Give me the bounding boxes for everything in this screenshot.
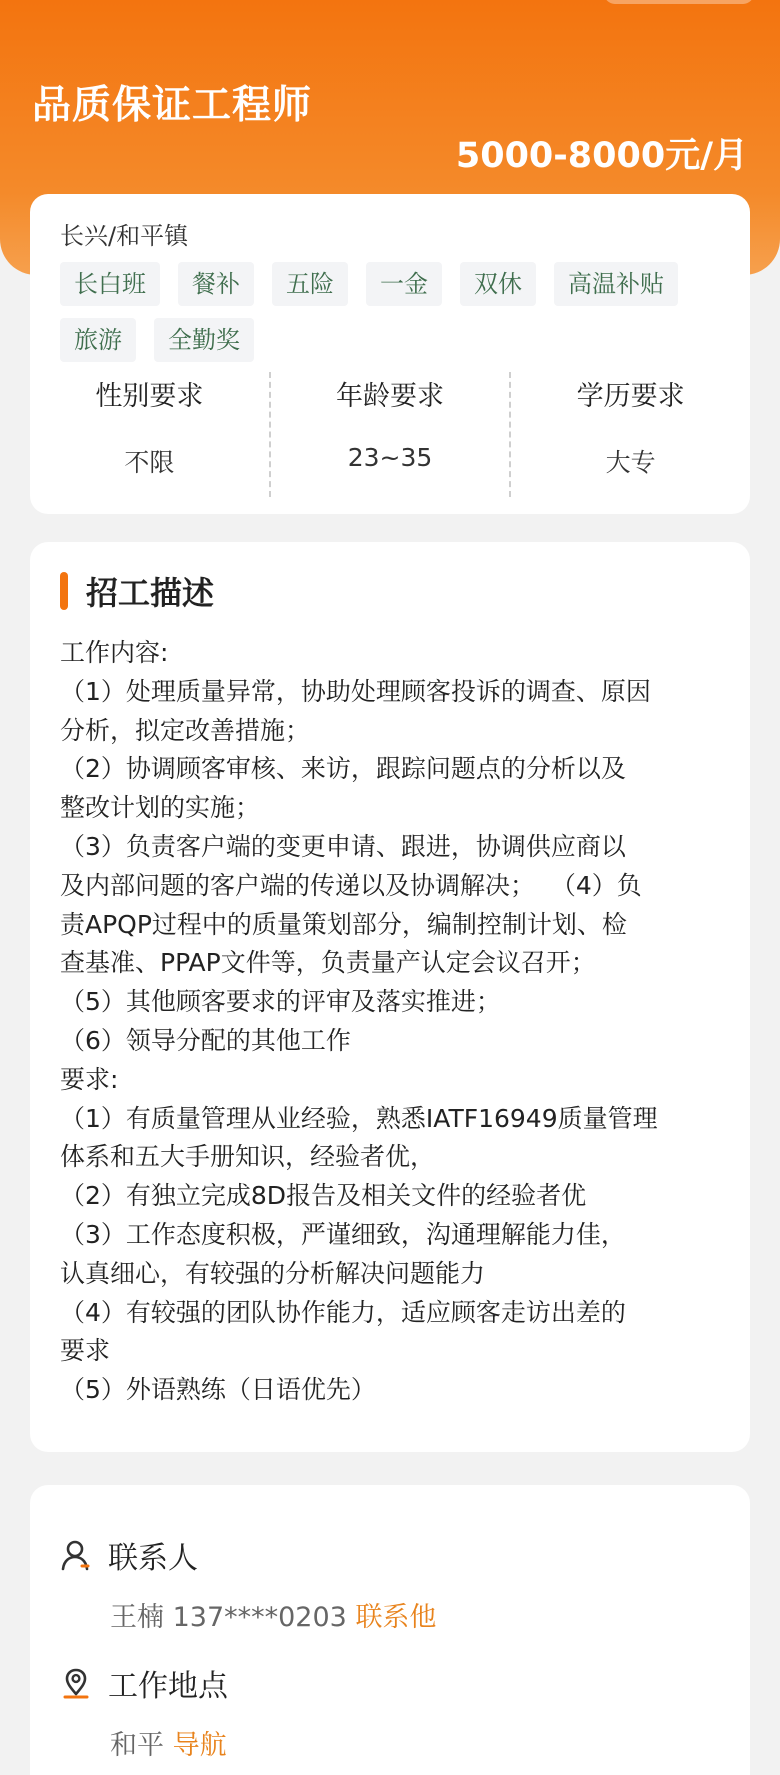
- description-line: （2）有独立完成8D报告及相关文件的经验者优: [60, 1181, 587, 1211]
- contact-person: 王楠 137****0203: [110, 1602, 347, 1633]
- benefit-tag: 五险: [272, 262, 348, 306]
- benefit-tag: 全勤奖: [154, 318, 254, 362]
- description-line: 工作内容:: [60, 638, 169, 667]
- requirements-grid: [30, 372, 750, 497]
- requirement-label: 性别要求: [95, 381, 204, 412]
- benefit-tag: 一金: [366, 262, 442, 306]
- requirement-label: 年龄要求: [336, 381, 444, 412]
- description-line: 要求: [60, 1336, 111, 1366]
- description-line: （1）处理质量异常，协助处理顾客投诉的调查、原因: [60, 676, 651, 706]
- contact-card: [30, 1485, 750, 1775]
- navigate-link[interactable]: 导航: [172, 1730, 227, 1761]
- benefit-tags: [60, 262, 740, 362]
- job-title: 品质保证工程师: [32, 83, 313, 128]
- work-location-heading: 工作地点: [108, 1669, 228, 1704]
- benefit-tag: 旅游: [60, 318, 136, 362]
- location-pin-icon: [60, 1667, 92, 1699]
- description-line: 分析，拟定改善措施；: [60, 715, 311, 745]
- contact-person-row: [60, 1533, 198, 1577]
- description-line: （2）协调顾客审核、来访，跟踪问题点的分析以及: [60, 754, 626, 784]
- description-body: [60, 634, 748, 1410]
- description-line: 要求:: [60, 1064, 119, 1094]
- person-icon: [60, 1539, 92, 1571]
- description-line: （4）有较强的团队协作能力，适应顾客走访出差的: [60, 1297, 626, 1327]
- section-accent-bar: [60, 572, 68, 610]
- description-header: [60, 568, 214, 614]
- job-description-card: [30, 542, 750, 1452]
- contact-him-link[interactable]: 联系他: [355, 1602, 437, 1633]
- description-line: 认真细心，有较强的分析解决问题能力: [60, 1258, 486, 1288]
- description-line: 查基准、PPAP文件等，负责量产认定会议召开；: [60, 948, 596, 978]
- benefit-tag: 高温补贴: [554, 262, 678, 306]
- header-top-pill: [604, 0, 754, 4]
- benefit-tag: 长白班: [60, 262, 160, 306]
- contact-detail: [110, 1595, 436, 1634]
- description-line: 体系和五大手册知识，经验者优，: [60, 1142, 436, 1172]
- benefit-tag: 双休: [460, 262, 536, 306]
- education-requirement: [509, 372, 750, 497]
- description-line: （6）领导分配的其他工作: [60, 1025, 351, 1055]
- job-info-card: [30, 194, 750, 514]
- salary: 5000-8000元/月: [455, 136, 748, 176]
- contact-heading: 联系人: [108, 1541, 198, 1576]
- requirement-value: 大专: [605, 448, 656, 477]
- description-line: （5）外语熟练（日语优先）: [60, 1375, 376, 1405]
- description-line: 责APQP过程中的质量策划部分，编制控制计划、检: [60, 909, 627, 939]
- work-location-place: 和平: [110, 1730, 164, 1761]
- requirement-label: 学历要求: [576, 381, 685, 412]
- description-line: 整改计划的实施；: [60, 793, 261, 823]
- description-title: 招工描述: [86, 574, 215, 612]
- age-requirement: [269, 372, 510, 497]
- work-location-detail: [110, 1723, 227, 1762]
- description-line: （1）有质量管理从业经验，熟悉IATF16949质量管理: [60, 1103, 658, 1133]
- work-location-row: [60, 1661, 228, 1705]
- requirement-value: 不限: [124, 448, 175, 477]
- description-line: （3）工作态度积极，严谨细致，沟通理解能力佳，: [60, 1219, 626, 1249]
- description-line: （5）其他顾客要求的评审及落实推进；: [60, 987, 501, 1017]
- gender-requirement: [30, 372, 269, 497]
- requirement-value: 23~35: [347, 443, 433, 472]
- description-line: 及内部问题的客户端的传递以及协调解决； （4）负: [60, 870, 642, 900]
- job-location: 长兴/和平镇: [60, 222, 189, 250]
- description-line: （3）负责客户端的变更申请、跟进，协调供应商以: [60, 831, 626, 861]
- benefit-tag: 餐补: [178, 262, 254, 306]
